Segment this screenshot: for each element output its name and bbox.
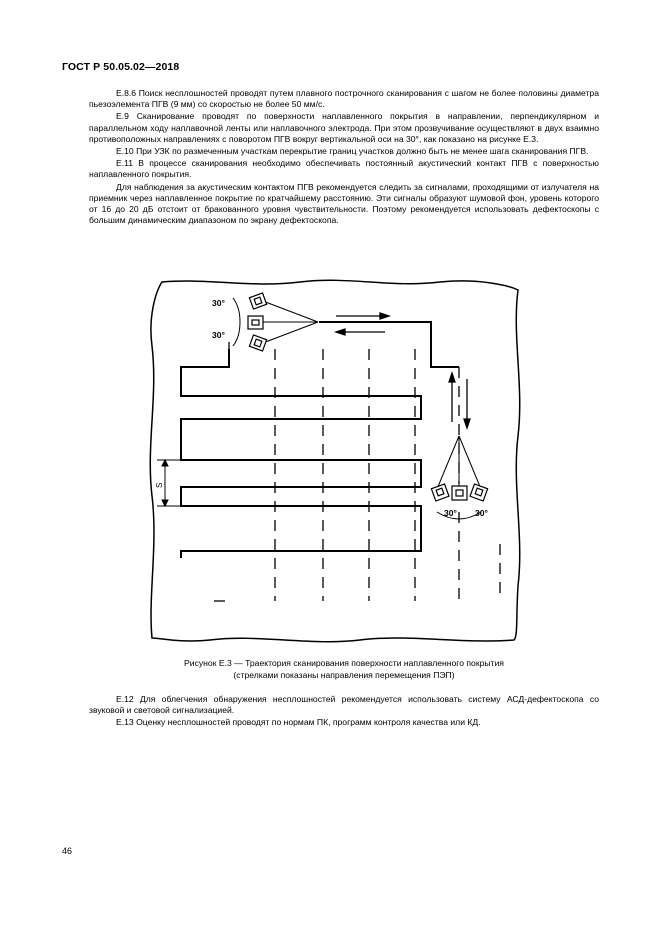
dashed-scan-lines xyxy=(214,342,500,601)
document-code-header: ГОСТ Р 50.05.02—2018 xyxy=(62,61,180,73)
transducer-fan-right xyxy=(437,436,481,519)
figure-caption xyxy=(89,658,599,681)
caption-line-1: Рисунок Е.3 — Траектория сканирования поверхности наплавленного покрытия xyxy=(184,658,504,668)
paragraph-e-9: Е.9 Сканирование проводят по поверхности наплавленного покрытия в направлении, перпендикулярном и параллельном ходу наплавочной ленты или наплавочного электрода. При этом прозвучивание осуществляют в двух взаимно противоположных направлениях с поворотом ПГВ вокруг вертикальной оси на 30°, как показано на рисунке Е.3. xyxy=(89,111,599,144)
scan-path-serpentine xyxy=(181,349,421,558)
scan-trajectory-figure xyxy=(140,276,526,646)
body-text xyxy=(89,88,599,227)
paragraph-e-11: Е.11 В процессе сканирования необходимо обеспечивать постоянный акустический контакт ПГВ с поверхностью наплавленного покрытия. xyxy=(89,158,599,180)
paragraph-e-8-6: Е.8.6 Поиск несплошностей проводят путем плавного построчного сканирования с шагом не более половины диаметра пьезоэлемента ПГВ (9 мм) со скоростью не более 50 мм/с. xyxy=(89,88,599,110)
step-label: S xyxy=(155,482,164,488)
angle-label-right-1: 30° xyxy=(444,508,457,518)
angle-label-bottom: 30° xyxy=(212,330,225,340)
paragraph-e-13: Е.13 Оценку несплошностей проводят по нормам ПК, программ контроля качества или КД. xyxy=(116,717,481,728)
after-figure-text xyxy=(89,694,599,730)
transducer-fan-left xyxy=(233,298,318,346)
transducer-probes-right xyxy=(431,484,487,501)
paragraph-acoustic-contact: Для наблюдения за акустическим контактом ПГВ рекомендуется следить за сигналами, проходящими от излучателя на приемник через наплавленное покрытие по кратчайшему расстоянию. Эти сигналы образуют шумовой фон, уровень которого от 16 до 20 дБ отстоит от бракованного уровня чувствительности. Поэтому рекомендуется использовать дефектоскопы с большим динамическим диапазоном по экрану дефектоскопа. xyxy=(89,181,599,226)
page-number: 46 xyxy=(62,846,73,856)
caption-line-2: (стрелками показаны направления перемещения ПЭП) xyxy=(233,669,455,680)
paragraph-e-12: Е.12 Для облегчения обнаружения несплошностей рекомендуется использовать систему АСД-дефектоскопа со звуковой и световой сигнализацией. xyxy=(89,694,599,716)
scan-path-upper-leg xyxy=(319,322,459,367)
paragraph-e-10: Е.10 При УЗК по размеченным участкам перекрытие границ участков должно быть не менее шага сканирования ПГВ. xyxy=(116,146,589,157)
direction-arrows xyxy=(336,313,470,428)
angle-label-right-2: 30° xyxy=(475,508,488,518)
angle-label-top: 30° xyxy=(212,298,225,308)
